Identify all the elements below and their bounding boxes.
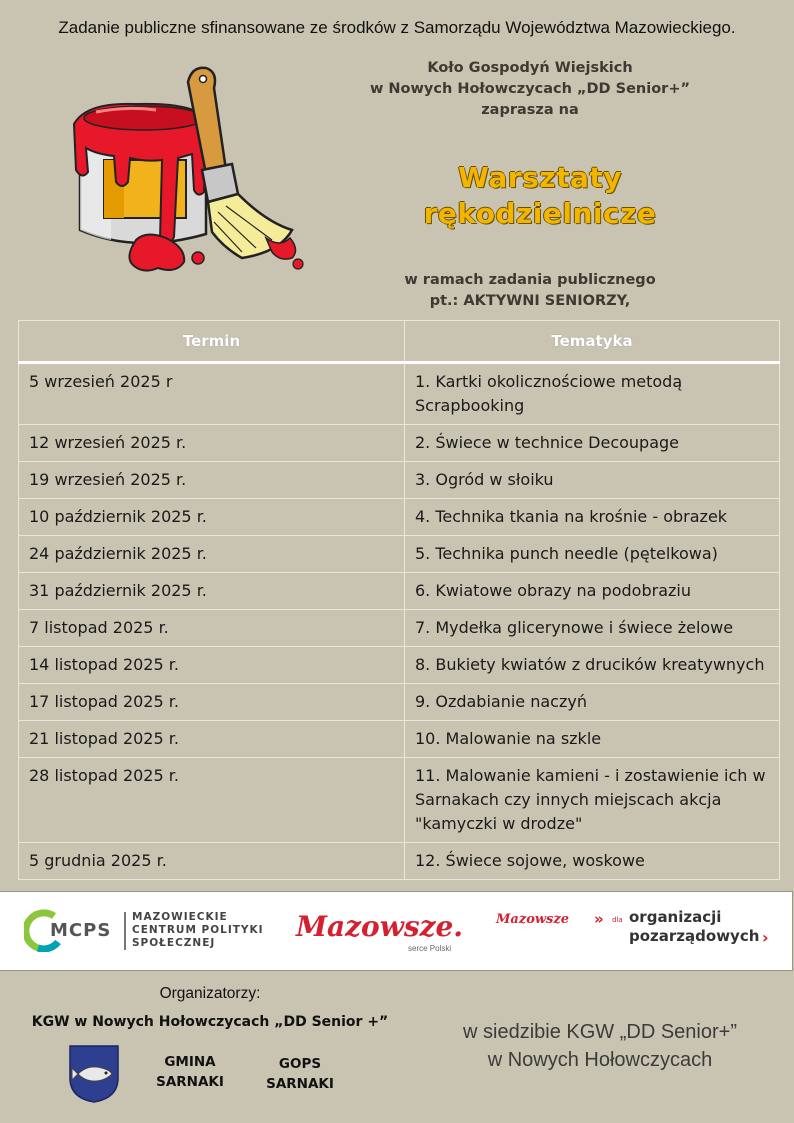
table-row — [19, 610, 780, 647]
table-row — [19, 721, 780, 758]
row-topic: 11. Malowanie kamieni - i zostawienie ich w Sarnakach czy innych miejscach akcja "kamyczki w drodze" — [405, 758, 780, 843]
sub-line-2: pt.: AKTYWNI SENIORZY, — [429, 293, 631, 309]
sub-line-1: w ramach zadania publicznego — [404, 272, 656, 288]
mcps-line-1: MAZOWIECKIE — [132, 911, 228, 923]
venue-line-1: w siedzibie KGW „DD Senior+” — [463, 1021, 737, 1043]
table-header-row — [19, 321, 780, 363]
row-topic: 10. Malowanie na szkle — [405, 721, 780, 758]
mazowsze-logo: Mazowsze. — [296, 910, 464, 943]
organizer-invite — [330, 58, 730, 121]
table-row — [19, 499, 780, 536]
ngo-brand: Mazowsze — [496, 912, 570, 927]
mcps-short: MCPS — [50, 920, 112, 941]
row-topic: 6. Kwiatowe obrazy na podobraziu — [405, 573, 780, 610]
title-line-2: rękodzielnicze — [423, 197, 657, 230]
table-row — [19, 536, 780, 573]
gops-sarnaki — [255, 1054, 345, 1094]
row-date: 19 wrzesień 2025 r. — [19, 462, 405, 499]
gops-line-2: SARNAKI — [266, 1076, 334, 1092]
funding-note: Zadanie publiczne sfinansowane ze środków z Samorządu Województwa Mazowieckiego. — [58, 18, 736, 37]
row-date: 5 wrzesień 2025 r — [19, 363, 405, 425]
gmina-line-2: SARNAKI — [156, 1074, 224, 1090]
kgw-name: KGW w Nowych Hołowczycach „DD Senior +” — [31, 1014, 389, 1030]
row-topic: 12. Świece sojowe, woskowe — [405, 843, 780, 880]
sponsor-logo-strip — [0, 891, 793, 971]
row-topic: 5. Technika punch needle (pętelkowa) — [405, 536, 780, 573]
column-header-tematyka: Tematyka — [405, 321, 780, 363]
table-row — [19, 462, 780, 499]
row-topic: 7. Mydełka glicerynowe i świece żelowe — [405, 610, 780, 647]
coat-of-arms-icon — [68, 1044, 120, 1104]
venue-info — [410, 1018, 790, 1074]
column-header-termin: Termin — [19, 321, 405, 363]
schedule-table — [18, 320, 780, 880]
row-date: 14 listopad 2025 r. — [19, 647, 405, 684]
row-date: 31 październik 2025 r. — [19, 573, 405, 610]
ngo-line-1: organizacji — [629, 908, 722, 926]
table-row — [19, 425, 780, 462]
row-date: 24 październik 2025 r. — [19, 536, 405, 573]
row-date: 5 grudnia 2025 r. — [19, 843, 405, 880]
event-subtitle — [330, 270, 730, 312]
row-topic: 2. Świece w technice Decoupage — [405, 425, 780, 462]
gmina-sarnaki — [145, 1052, 235, 1092]
venue-line-2: w Nowych Hołowczycach — [487, 1049, 713, 1071]
table-row — [19, 684, 780, 721]
paint-bucket-brush-illustration — [66, 62, 316, 284]
ngo-name — [629, 908, 759, 946]
table-row — [19, 758, 780, 843]
row-date: 28 listopad 2025 r. — [19, 758, 405, 843]
row-topic: 9. Ozdabianie naczyń — [405, 684, 780, 721]
gops-line-1: GOPS — [278, 1056, 322, 1072]
row-topic: 8. Bukiety kwiatów z drucików kreatywnych — [405, 647, 780, 684]
row-date: 12 wrzesień 2025 r. — [19, 425, 405, 462]
chevron-double-right-icon: » — [594, 910, 604, 928]
table-row — [19, 843, 780, 880]
row-topic: 3. Ogród w słoiku — [405, 462, 780, 499]
mcps-name — [132, 911, 264, 950]
mcps-line-3: SPOŁECZNEJ — [132, 937, 216, 949]
mcps-divider — [124, 912, 126, 950]
org-line-3: zaprasza na — [481, 102, 579, 118]
gmina-line-1: GMINA — [164, 1054, 216, 1070]
title-line-1: Warsztaty — [458, 161, 622, 194]
event-title — [330, 160, 750, 232]
row-topic: 4. Technika tkania na krośnie - obrazek — [405, 499, 780, 536]
row-date: 10 październik 2025 r. — [19, 499, 405, 536]
org-line-2: w Nowych Hołowczycach „DD Senior+” — [369, 81, 691, 97]
table-row — [19, 573, 780, 610]
table-row — [19, 647, 780, 684]
row-date: 17 listopad 2025 r. — [19, 684, 405, 721]
row-topic: 1. Kartki okolicznościowe metodą Scrapbooking — [405, 363, 780, 425]
ngo-line-2: pozarządowych — [629, 927, 760, 945]
row-date: 7 listopad 2025 r. — [19, 610, 405, 647]
organizers-label: Organizatorzy: — [159, 985, 261, 1002]
mcps-line-2: CENTRUM POLITYKI — [132, 924, 264, 936]
ngo-dla: dla — [612, 916, 623, 924]
chevron-right-icon: › — [762, 928, 769, 947]
row-date: 21 listopad 2025 r. — [19, 721, 405, 758]
table-row — [19, 363, 780, 425]
mazowsze-tagline: serce Polski — [408, 944, 452, 953]
org-line-1: Koło Gospodyń Wiejskich — [427, 60, 633, 76]
